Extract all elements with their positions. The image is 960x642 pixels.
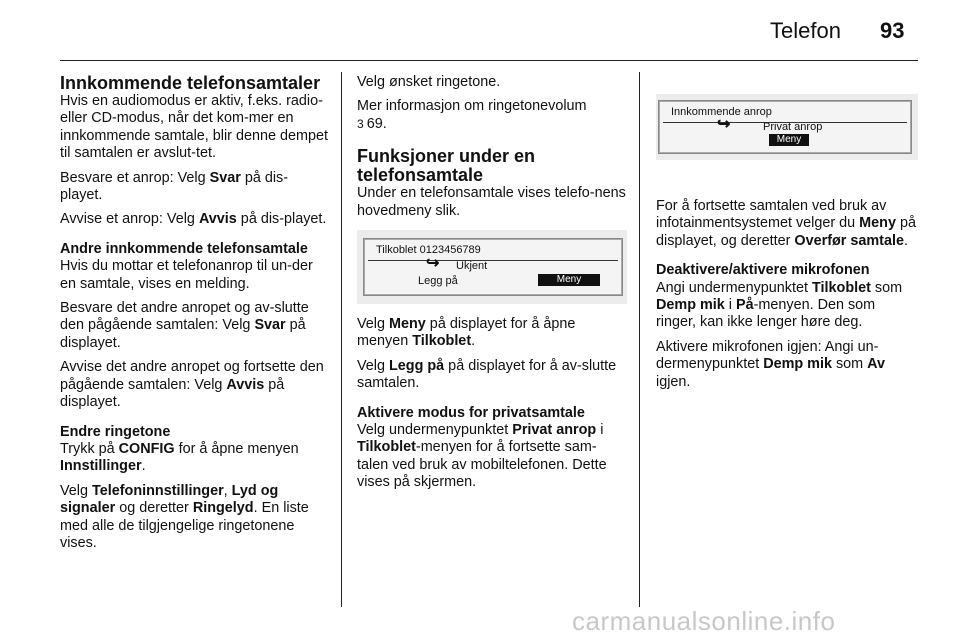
subheading-ringtone: Endre ringetone	[60, 423, 171, 440]
display-menu-button: Meny	[538, 274, 600, 286]
display-menu-button: Meny	[769, 134, 809, 146]
paragraph: Velg Telefoninnstillinger, Lyd og signaler og deretter Ringelyd. En liste med alle de tilgjengelige ringetonene vises.	[60, 482, 309, 551]
display-title: Innkommende anrop	[663, 101, 907, 123]
column-1	[60, 74, 328, 559]
paragraph: Under en telefonsamtale vises telefo-nens hovedmeny slik.	[357, 185, 626, 219]
paragraph: Velg undermenypunktet Privat anrop i Tilkoblet-menyen for å fortsette sam-talen ved bruk av mobiltelefonen. Dette vises på skjermen.	[357, 422, 607, 491]
subheading-other-call: Andre innkommende telefonsamtale	[60, 240, 308, 257]
paragraph: Angi undermenypunktet Tilkoblet som Demp mik i På-menyen. Den som ringer, kan ikke lenger høre deg.	[656, 279, 903, 331]
column-2	[357, 74, 627, 499]
paragraph: Hvis en audiomodus er aktiv, f.eks. radio- eller CD-modus, når det kom-mer en innkommende samtale, blir denne dempet til samtalen er avslut-tet.	[60, 93, 328, 162]
subheading-microphone: Deaktivere/aktivere mikrofonen	[656, 262, 870, 279]
display-title: Tilkoblet 0123456789	[368, 239, 618, 261]
watermark: carmanualsonline.info	[572, 606, 836, 636]
display-illustration-incoming	[656, 94, 918, 160]
display-hangup: Legg på	[418, 275, 458, 288]
page-reference: 69.	[366, 115, 387, 132]
paragraph: Avvise et anrop: Velg Avvis på dis-playet.	[60, 211, 327, 228]
display-illustration-connected	[357, 230, 627, 304]
header-rule	[60, 60, 918, 61]
section-heading-call-functions: Funksjoner under en telefonsamtale	[357, 146, 536, 186]
paragraph: Besvare et anrop: Velg Svar på dis-playet.	[60, 169, 289, 204]
section-heading-incoming: Innkommende telefonsamtaler	[60, 73, 321, 93]
phone-call-icon: ↪	[426, 255, 440, 273]
column-divider-2	[639, 72, 640, 607]
display-caller: Ukjent	[456, 260, 488, 273]
paragraph: Mer informasjon om ringetonevolum 3 69.	[357, 98, 587, 132]
display-private-call: Privat anrop	[763, 121, 823, 133]
paragraph: Velg Meny på displayet for å åpne menyen Tilkoblet.	[357, 316, 576, 350]
paragraph: Aktivere mikrofonen igjen: Angi un-dermenypunktet Demp mik som Av igjen.	[656, 338, 886, 390]
subheading-private-mode: Aktivere modus for privatsamtale	[357, 404, 585, 421]
page-reference-icon: 3	[357, 116, 364, 131]
paragraph: Velg ønsket ringetone.	[357, 74, 501, 90]
paragraph: Velg Legg på på displayet for å av-slutte samtalen.	[357, 357, 617, 392]
paragraph: Hvis du mottar et telefonanrop til un-der en samtale, vises en melding.	[60, 258, 313, 292]
phone-call-icon: ↪	[717, 116, 731, 133]
page-number: 93	[880, 18, 905, 43]
paragraph: Avvise det andre anropet og fortsette den pågående samtalen: Velg Avvis på displayet.	[60, 359, 324, 411]
paragraph: Trykk på CONFIG for å åpne menyen Innstillinger.	[60, 440, 299, 475]
page-header-title: Telefon	[770, 18, 841, 43]
column-3	[656, 74, 918, 398]
paragraph: Besvare det andre anropet og av-slutte den pågående samtalen: Velg Svar på displayet.	[60, 300, 309, 351]
column-divider-1	[341, 72, 342, 607]
paragraph: For å fortsette samtalen ved bruk av infotainmentsystemet velger du Meny på displayet, og deretter Overfør samtale.	[656, 198, 916, 249]
